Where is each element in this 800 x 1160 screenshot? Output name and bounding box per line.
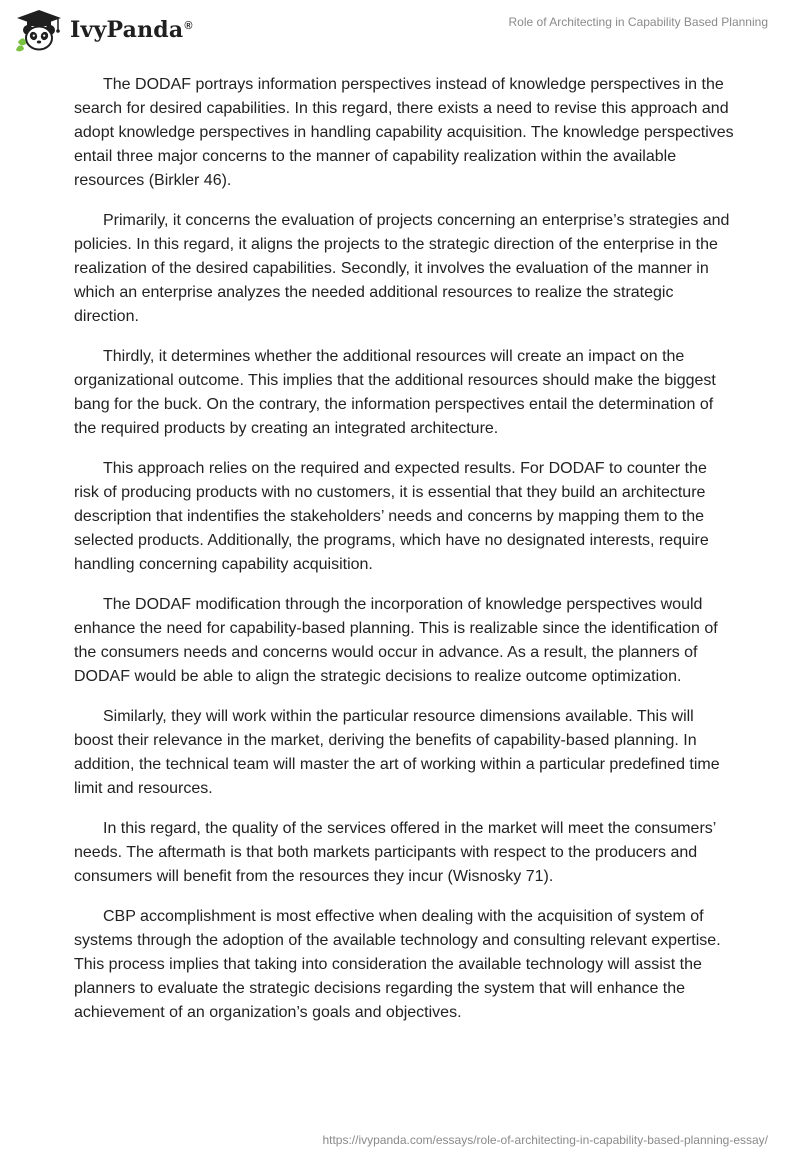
- essay-body: [74, 73, 734, 1041]
- paragraph: Primarily, it concerns the evaluation of projects concerning an enterprise’s strategies and policies. In this regard, it aligns the projects to the strategic direction of the enterprise in the realization of the desired capabilities. Secondly, it involves the evaluation of the manner in which an enterprise analyzes the needed additional resources to realize the strategic direction.: [74, 212, 730, 325]
- logo-wordmark: IvyPanda®: [70, 17, 193, 43]
- running-title: Role of Architecting in Capability Based Planning: [508, 15, 768, 29]
- paragraph: Thirdly, it determines whether the additional resources will create an impact on the organizational outcome. This implies that the additional resources should make the biggest bang for the buck. On the contrary, the information perspectives entail the determination of the required products by creating an integrated architecture.: [74, 348, 716, 437]
- paragraph: Similarly, they will work within the particular resource dimensions available. This will boost their relevance in the market, deriving the benefits of capability-based planning. In addition, the technical team will master the art of working within a particular predefined time limit and resources.: [74, 708, 720, 797]
- ivypanda-logo[interactable]: [14, 8, 193, 52]
- paragraph: CBP accomplishment is most effective when dealing with the acquisition of system of systems through the adoption of the available technology and consulting relevant expertise. This process implies that taking into consideration the available technology will assist the planners to evaluate the strategic decisions regarding the system that will enhance the achievement of an organization’s goals and objectives.: [74, 908, 721, 1021]
- paragraph: In this regard, the quality of the services offered in the market will meet the consumers’ needs. The aftermath is that both markets participants with respect to the producers and consumers will benefit from the resources they incur (Wisnosky 71).: [74, 820, 716, 885]
- paragraph: The DODAF modification through the incorporation of knowledge perspectives would enhance the need for capability-based planning. This is realizable since the identification of the consumers needs and concerns would occur in advance. As a result, the planners of DODAF would be able to align the strategic decisions to realize outcome optimization.: [74, 596, 718, 685]
- paragraph: This approach relies on the required and expected results. For DODAF to counter the risk of producing products with no customers, it is essential that they build an architecture description that indentifies the stakeholders’ needs and concerns by mapping them to the selected products. Additionally, the programs, which have no designated interests, require handling concerning capability acquisition.: [74, 460, 709, 573]
- panda-logo-icon: [14, 8, 64, 52]
- page-header: [0, 0, 800, 60]
- source-url-link[interactable]: https://ivypanda.com/essays/role-of-architecting-in-capability-based-planning-essay/: [322, 1133, 768, 1147]
- paragraph: The DODAF portrays information perspectives instead of knowledge perspectives in the search for desired capabilities. In this regard, there exists a need to revise this approach and adopt knowledge perspectives in handling capability acquisition. The knowledge perspectives entail three major concerns to the manner of capability realization within the available resources (Birkler 46).: [74, 76, 734, 189]
